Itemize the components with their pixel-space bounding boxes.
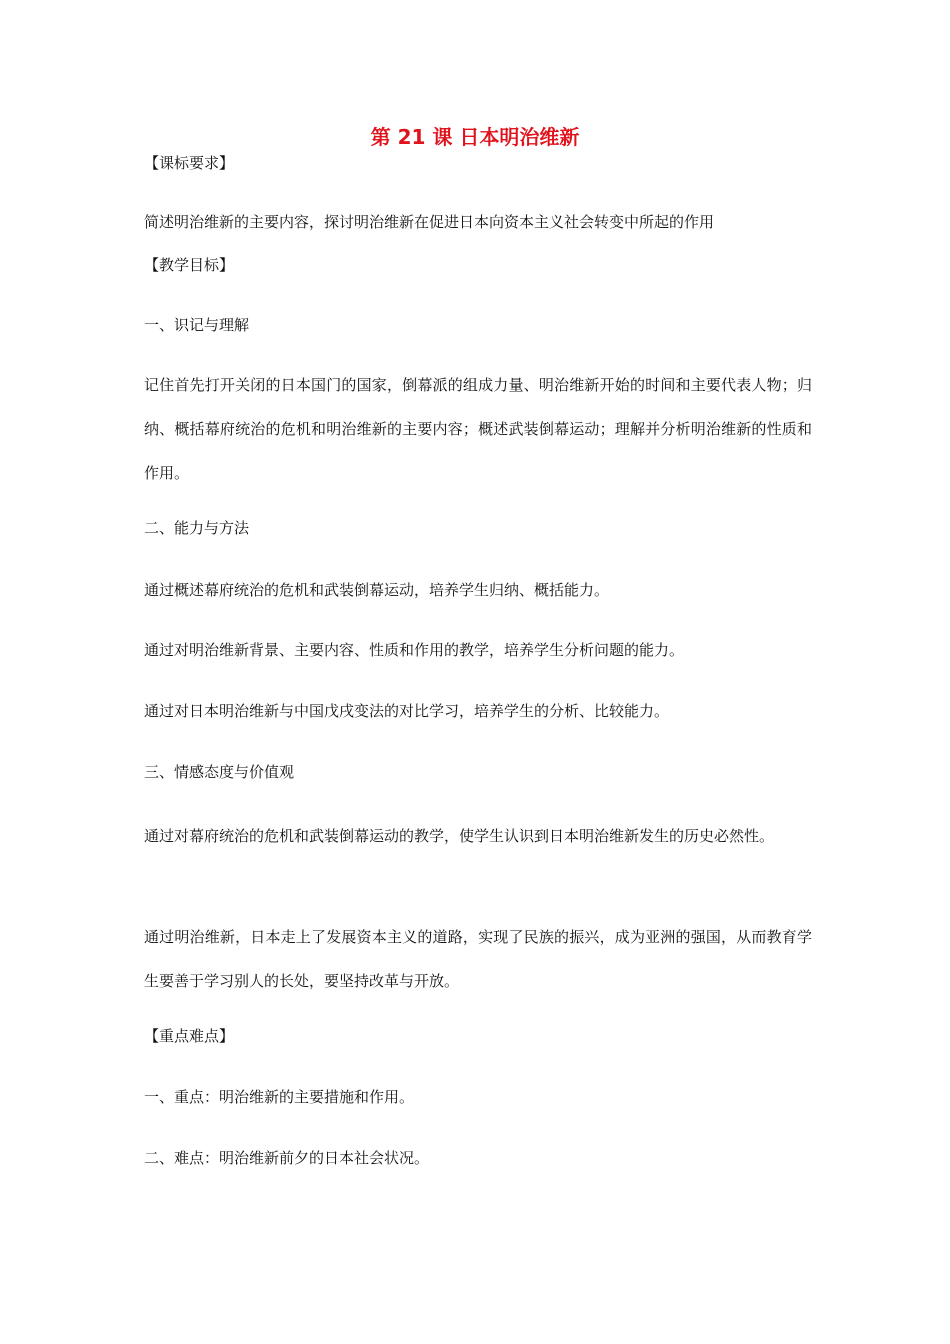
heading-curriculum: 【课标要求】	[144, 154, 235, 172]
heading-objectives: 【教学目标】	[144, 256, 235, 274]
section1-text: 记住首先打开关闭的日本国门的国家，倒幕派的组成力量、明治维新开始的时间和主要代表人物；归纳、概括幕府统治的危机和明治维新的主要内容；概述武装倒幕运动；理解并分析明治维新的性质和作用。	[144, 376, 812, 482]
section2-item-1: 通过概述幕府统治的危机和武装倒幕运动，培养学生归纳、概括能力。	[144, 581, 610, 599]
section3-title: 三、情感态度与价值观	[144, 763, 295, 781]
heading-keypoints: 【重点难点】	[144, 1027, 235, 1045]
section2-item-2: 通过对明治维新背景、主要内容、性质和作用的教学，培养学生分析问题的能力。	[144, 641, 685, 659]
section2-item-3: 通过对日本明治维新与中国戊戌变法的对比学习，培养学生的分析、比较能力。	[144, 702, 670, 720]
section3-item-2: 通过明治维新，日本走上了发展资本主义的道路，实现了民族的振兴，成为亚洲的强国，从而教育学生要善于学习别人的长处，要坚持改革与开放。	[144, 928, 812, 990]
section3-item-1: 通过对幕府统治的危机和武装倒幕运动的教学，使学生认识到日本明治维新发生的历史必然性。	[144, 827, 775, 845]
difficulty-text: 二、难点：明治维新前夕的日本社会状况。	[144, 1149, 430, 1167]
document-title: 第 21 课 日本明治维新	[370, 125, 580, 149]
curriculum-text: 简述明治维新的主要内容，探讨明治维新在促进日本向资本主义社会转变中所起的作用	[144, 213, 715, 231]
keypoint-text: 一、重点：明治维新的主要措施和作用。	[144, 1088, 415, 1106]
section1-title: 一、识记与理解	[144, 316, 250, 334]
section2-title: 二、能力与方法	[144, 519, 250, 537]
